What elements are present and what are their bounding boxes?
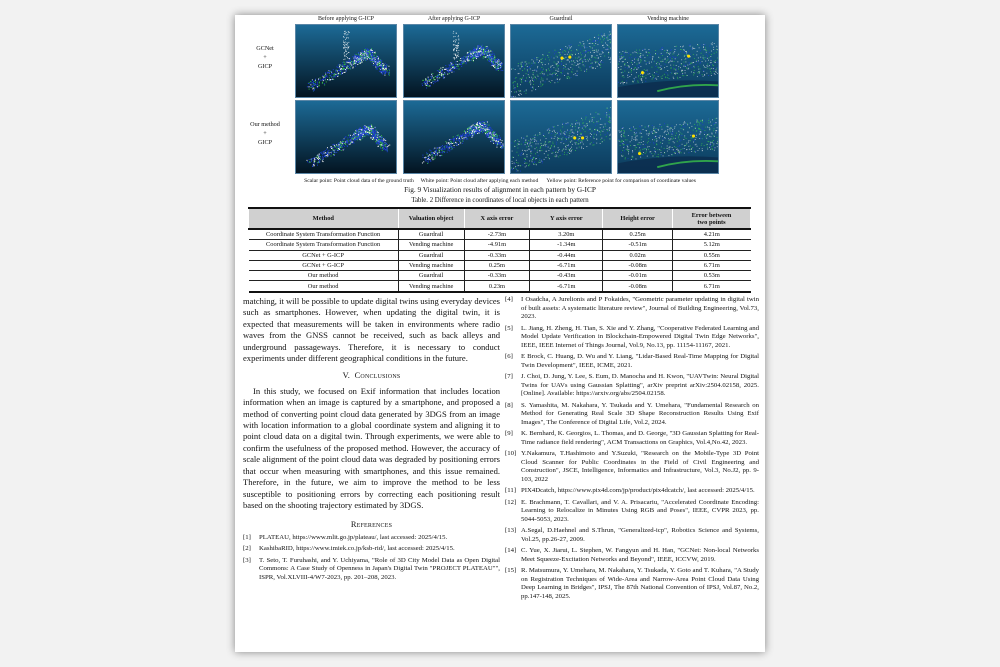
table-caption: Table. 2 Difference in coordinates of local objects in each pattern [411,197,589,204]
table-cell: GCNet + G-ICP [249,260,399,270]
reference-text: R. Matsumura, Y. Umehara, M. Nakahara, Y. Tsukada, Y. Goto and T. Kuhara, "A Study on Registration Techniques of Wide-Area and Narrow-Area Point Cloud Data Using Deep Learning in Bridges", IPSJ, The 87th National Convention of IPSJ, Vol.87, No.2, pp.147-148, 2025. [521,567,759,600]
reference-point [568,56,571,59]
table-cell: 0.25m [603,229,673,240]
table-cell: Coordinate System Transformation Function [249,229,399,240]
figure-column-header: Before applying G-ICP [318,16,374,22]
table-cell: 6.71m [673,260,751,270]
table-cell: 0.55m [673,250,751,260]
reference-number: [9] [505,430,513,437]
row-label-line: GICP [257,63,273,70]
table-cell: -0.33m [464,271,530,281]
table-row [249,240,751,250]
reference-point [581,136,584,139]
reference-text: PIX4Dcatch, https://www.pix4d.com/jp/product/pix4dcatch/, last accessed: 2025/4/15. [521,487,755,494]
table-cell: 3.20m [530,229,603,240]
table-cell: -0.51m [603,240,673,250]
figure-row-label [243,120,287,147]
table-cell: -1.34m [530,240,603,250]
reference-number: [5] [505,324,513,332]
table-row [249,250,751,260]
reference-number: [12] [505,498,517,506]
table-cell: 6.71m [673,281,751,292]
reference-item [243,557,500,583]
table-cell: GCNet + G-ICP [249,250,399,260]
figure-row-label [243,44,287,71]
table-row [249,281,751,292]
reference-text: PLATEAU, https://www.mlit.go.jp/plateau/, last accessed: 2025/4/15. [259,533,448,541]
table-cell: 0.23m [464,281,530,292]
row-label-line: + [263,130,267,137]
section-title: Conclusions [354,371,401,381]
reference-item [505,353,759,370]
reference-text: A.Segal, D.Haehnel and S.Thrun, "Generalized-icp", Robotics Science and Systems, Vol.25, pp.26-27, 2009. [521,527,759,543]
reference-point [641,71,644,74]
point-cloud-image [403,100,505,174]
section-number: V. [342,371,351,381]
table-cell: -0.01m [603,271,673,281]
reference-text: J. Choi, D. Jung, Y. Lee, S. Eum, D. Manocha and H. Kwon, "UAVTwin: Neural Digital Twins for UAVs using Gaussian Splatting", arXiv preprint arXiv:2504.02158, 2025. [Online]. Available: https://arxiv.org/abs/2504.02158. [521,373,760,397]
table-cell: Guardrail [398,229,464,240]
reference-number: [14] [505,547,517,554]
table-cell: -0.08m [603,260,673,270]
table-cell: -0.08m [603,281,673,292]
point-cloud-image [510,100,612,174]
table-row [249,260,751,270]
reference-item [505,527,759,544]
reference-number: [2] [243,545,251,553]
table-cell: 0.25m [464,260,530,270]
row-label-line: GCNet [256,45,274,52]
figure-column-header: Vending machine [647,16,689,22]
reference-text: T. Seto, T. Furuhashi, and Y. Uchiyama, "Role of 3D City Model Data as Open Digital Commons: A Case Study of Openness in Japan's Digital Twin "PROJECT PLATEAU"", ISPR, Vol.XLVIII-4/W7-2023, pp. 201–208, 2023. [259,556,500,581]
point-cloud-image [510,24,612,98]
reference-text: K. Bernhard, K. Georgios, L. Thomas, and D. George, "3D Gaussian Splatting for Real-Time radiance field rendering", ACM Transactions on Graphics, Vol.4,No.42, 2023. [521,430,759,446]
reference-text: Y.Nakamura, T.Hashimoto and Y.Suzuki, "Research on the Mobile-Type 3D Point Cloud Scanner for Public Coordinates in the Field of Civil Engineering and Construction", JSCE, Intelligence, Informatics and Infrastructure, Vol.3, No.J2, pp. 9-103, 2022 [521,450,759,483]
table-row [249,229,751,240]
reference-point [573,136,576,139]
reference-number: [15] [505,567,517,574]
table-cell: Coordinate System Transformation Function [249,240,399,250]
table-cell: -6.71m [530,260,603,270]
table-cell: 5.12m [673,240,751,250]
table-cell: 0.02m [603,250,673,260]
row-label-line: + [263,54,267,61]
references-heading: References [350,520,393,530]
table-cell: -6.71m [530,281,603,292]
table-header: Error between two points [673,208,751,229]
reference-item [505,450,759,484]
reference-text: KashibaRID, https://www.imiek.co.jp/ksb-rid/, last accessed: 2025/4/15. [259,545,455,553]
reference-item [505,296,759,322]
figure-legend: Scalar point: Point cloud data of the ground truth White point: Point cloud after applying each method Yellow point: Reference point for comparison of coordinate values [304,178,696,184]
table-header: Valuation object [398,208,464,229]
table-cell: Our method [249,271,399,281]
reference-text: C. Yue, X. Jiarui, L. Stephen, W. Fangyun and H. Han, "GCNet: Non-local Networks Meet Squeeze-Excitation Networks and Beyond", IEEE, ICCVW, 2019. [521,547,759,563]
point-cloud-image [617,100,719,174]
conclusions-paragraph: In this study, we focused on Exif information that includes location information when an image is captured by a smartphone, and proposed a method of converting point cloud data generated by 3DGS from an image with location information to a global coordinate system and aligning it to point cloud data on a digital twin. Through experiments, we were able to confirm the usefulness of the proposed method. However, the accuracy of scale alignment of the point cloud data was degraded by positioning errors that occur when measuring with smartphones, and this issue remained. Therefore, in the future, we aim to improve the method to be less susceptible to positioning errors by correcting each positioning result based on the shooting trajectory estimated by 3DGS. [243,385,500,510]
figure-column-header: Guardrail [549,16,573,22]
table-cell: 4.21m [673,229,751,240]
table-cell: Guardrail [398,271,464,281]
reference-item [505,547,759,564]
table-header: Height error [603,208,673,229]
table-header: X axis error [464,208,530,229]
section-heading-conclusions [243,370,500,381]
reference-item [505,567,759,601]
reference-point [687,55,690,58]
table-header: Method [249,208,399,229]
reference-item [243,545,500,554]
reference-item [505,499,759,525]
row-label-line: Our method [250,121,280,128]
table-cell: Vending machine [398,281,464,292]
reference-number: [13] [505,527,517,534]
reference-number: [8] [505,401,513,409]
reference-item [505,487,759,496]
reference-number: [3] [243,556,251,564]
results-table [248,207,751,293]
reference-item [505,402,759,428]
table-header-row [249,208,751,229]
reference-number: [1] [243,533,251,541]
reference-number: [11] [505,487,516,494]
reference-text: L. Jiang, H. Zheng, H. Tian, S. Xie and Y. Zhang, "Cooperative Federated Learning and Model Update Verification in Blockchain-Empowered Digital Twin Edge Networks", IEEE, IEEE Internet of Things Journal, Vol.9, No.13, pp. 11154-11167, 2021. [521,324,759,349]
table-cell: -0.44m [530,250,603,260]
point-cloud-image [295,24,397,98]
reference-point [692,134,695,137]
reference-item [505,325,759,351]
paper-page [235,15,765,652]
figure-caption: Fig. 9 Visualization results of alignment in each pattern by G-ICP [404,185,596,194]
table-cell: -2.73m [464,229,530,240]
table-cell: -0.43m [530,271,603,281]
figure-column-header: After applying G-ICP [427,16,481,22]
reference-text: S. Yamashita, M. Nakahara, Y. Tsukada and Y. Umehara, "Fundamental Research on Method for Generating Real Scale 3D Shape Reconstruction Results Using Exif Images", The Conference of Digital Life, Vol.2, 2024. [521,401,759,426]
reference-number: [10] [505,450,517,457]
body-paragraph: matching, it will be possible to update digital twins using everyday devices such as smartphones. However, when updating the digital twin, it is expected that measurements will be taken in environments where radio waves from the GNSS cannot be received, such as back alleys and underground passageways. Therefore, it is necessary to conduct experiments under different geographical conditions in the future. [243,296,500,364]
reference-number: [7] [505,373,513,380]
table-cell: -0.33m [464,250,530,260]
table-cell: Our method [249,281,399,292]
table-cell: Vending machine [398,260,464,270]
table-row [249,271,751,281]
reference-item [243,534,500,543]
reference-list-left [243,534,500,583]
table-cell: Guardrail [398,250,464,260]
reference-number: [6] [505,353,513,360]
point-cloud-image [403,24,505,98]
reference-point [560,57,563,60]
table-cell: Vending machine [398,240,464,250]
row-label-line: GICP [257,139,273,146]
reference-point [638,152,641,155]
table-header: Y axis error [530,208,603,229]
reference-item [505,430,759,447]
point-cloud-image [617,24,719,98]
left-column [243,296,500,585]
table-cell: 0.53m [673,271,751,281]
point-cloud-image [295,100,397,174]
reference-text: E. Brachmann, T. Cavallari, and V. A. Prisacariu, "Accelerated Coordinate Encoding: Learning to Relocalize in Minutes Using RGB and Poses", IEEE, CVPR 2023, pp. 5044-5053, 2023. [521,498,759,523]
reference-text: I Osadcha, A Jurelionis and P Fokaides, "Geometric parameter updating in digital twin of built assets: A systematic literature review", Journal of Building Engineering, Vol.73, 2023. [521,296,759,320]
image-background [511,101,611,173]
reference-number: [4] [505,296,513,303]
right-column [505,296,759,604]
table-cell: -4.91m [464,240,530,250]
reference-item [505,373,759,399]
reference-text: E Brock, C. Huang, D. Wu and Y. Liang, "Lidar-Based Real-Time Mapping for Digital Twin Development", IEEE, ICME, 2021. [521,353,759,369]
